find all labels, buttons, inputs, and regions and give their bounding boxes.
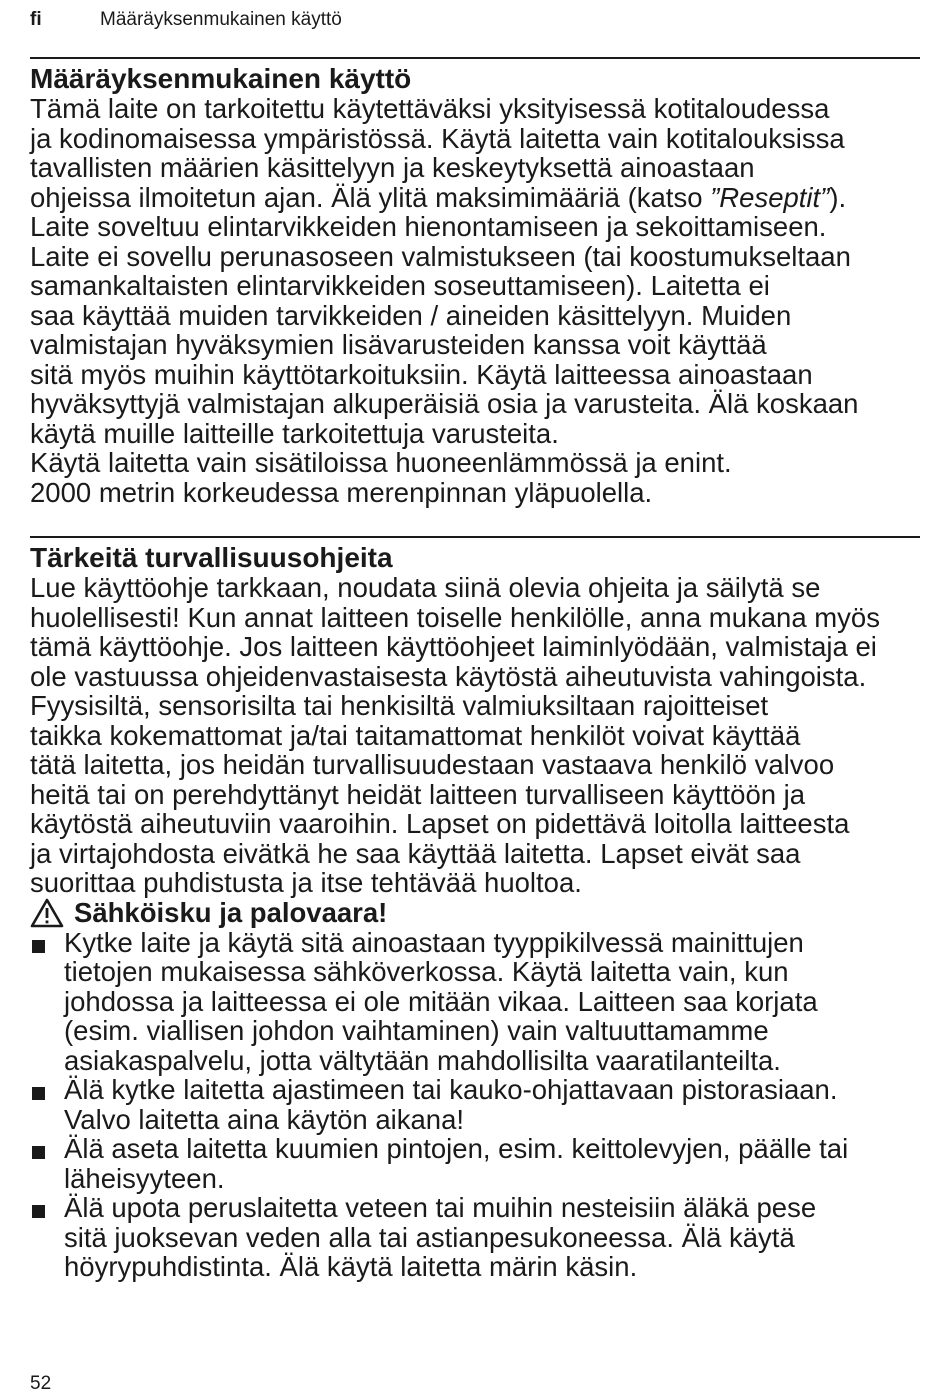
text-line: ja kodinomaisessa ympäristössä. Käytä laitetta vain kotitalouksissa (30, 122, 845, 154)
section-intended-use (30, 64, 925, 507)
text-line: Lue käyttöohje tarkkaan, noudata siinä olevia ohjeita ja säilytä se (30, 572, 821, 603)
list-item (30, 1075, 925, 1134)
text-line: heitä tai on perehdyttänyt heidät laitteen turvalliseen käyttöön ja (30, 778, 806, 810)
text-line: samankaltaisten elintarvikkeiden soseuttamiseen). Laitetta ei (30, 270, 770, 301)
section-divider-2 (30, 536, 920, 538)
text-line: suorittaa puhdistusta ja itse tehtävää huoltoa. (30, 867, 582, 898)
text-line: käytä muille laitteille tarkoitettuja varusteita. (30, 417, 559, 449)
running-header (30, 8, 342, 32)
text-line: Käytä laitetta vain sisätiloissa huoneenlämmössä ja enint. (30, 447, 732, 478)
text-line: tavallisten määrien käsittelyyn ja keskeytyksettä ainoastaan (30, 152, 755, 183)
text-line-with-reference (30, 183, 925, 213)
text-line: 2000 metrin korkeudessa merenpinnan yläpuolella. (30, 476, 653, 508)
text-line: Tämä laite on tarkoitettu käytettäväksi yksityisessä kotitaloudessa (30, 93, 830, 124)
bullet-square-icon (32, 1205, 45, 1218)
safety-bullet-list (30, 928, 925, 1282)
page-number: 52 (30, 1373, 52, 1394)
text-line: asiakaspalvelu, jotta vältytään mahdollisilta vaaratilanteilta. (64, 1044, 781, 1076)
text-line: Laite soveltuu elintarvikkeiden hienontamiseen ja sekoittamiseen. (30, 211, 827, 242)
text-line: käytöstä aiheutuviin vaaroihin. Lapset on pidettävä loitolla laitteesta (30, 808, 850, 839)
text-line: saa käyttää muiden tarvikkeiden / aineiden käsittelyyn. Muiden (30, 299, 792, 331)
bullet-square-icon (32, 1087, 45, 1100)
text-line: Kytke laite ja käytä sitä ainoastaan tyyppikilvessä mainittujen (64, 926, 804, 958)
list-item (30, 1134, 925, 1193)
running-header-title: Määräyksenmukainen käyttö (100, 9, 342, 30)
text-line: Laite ei sovellu perunasoseen valmistukseen (tai koostumukseltaan (30, 240, 851, 272)
text-line: johdossa ja laitteessa ei ole mitään vikaa. Laitteen saa korjata (64, 985, 818, 1017)
bullet-square-icon (32, 1146, 45, 1159)
text-line: sitä myös muihin käyttötarkoituksiin. Käytä laitteessa ainoastaan (30, 358, 813, 390)
section-divider-1 (30, 57, 920, 59)
text-line: ja virtajohdosta eivätkä he saa käyttää laitetta. Lapset eivät saa (30, 837, 801, 869)
section-heading-intended-use: Määräyksenmukainen käyttö (30, 63, 412, 94)
section-heading-safety: Tärkeitä turvallisuusohjeita (30, 542, 393, 573)
text-line: ohjeissa ilmoitetun ajan. Älä ylitä maksimimääriä (katso (30, 181, 711, 213)
language-code: fi (30, 9, 42, 30)
list-item (30, 928, 925, 1076)
text-line: tämä käyttöohje. Jos laitteen käyttöohjeet laiminlyödään, valmistaja ei (30, 631, 877, 662)
text-line: huolellisesti! Kun annat laitteen toiselle henkilölle, anna mukana myös (30, 601, 880, 633)
text-line: Älä kytke laitetta ajastimeen tai kauko-ohjattavaan pistorasiaan. (64, 1074, 838, 1105)
bullet-square-icon (32, 940, 45, 953)
text-line: höyrypuhdistinta. Älä käytä laitetta märin käsin. (64, 1251, 638, 1282)
list-item (30, 1193, 925, 1282)
text-line: valmistajan hyväksymien lisävarusteiden kanssa voit käyttää (30, 329, 767, 360)
text-line: tietojen mukaisessa sähköverkossa. Käytä laitetta vain, kun (64, 956, 789, 987)
safety-paragraph (30, 573, 925, 898)
warning-triangle-icon (30, 898, 64, 928)
text-line: Älä aseta laitetta kuumien pintojen, esim. keittolevyjen, päälle tai (64, 1133, 849, 1164)
recipes-reference: ”Reseptit” (710, 181, 830, 213)
text-line: Älä upota peruslaitetta veteen tai muihin nesteisiin äläkä pese (64, 1192, 817, 1223)
text-line: sitä juoksevan veden alla tai astianpesukoneessa. Älä käytä (64, 1221, 795, 1253)
text-line: tätä laitetta, jos heidän turvallisuudestaan vastaava henkilö valvoo (30, 749, 835, 780)
warning-heading (30, 898, 925, 928)
section-safety-instructions (30, 543, 925, 1282)
text-line: Valvo laitetta aina käytön aikana! (64, 1103, 465, 1135)
intended-use-paragraph (30, 94, 925, 507)
text-line-end: ). (829, 181, 847, 213)
warning-title: Sähköisku ja palovaara! (74, 896, 388, 928)
text-line: hyväksyttyjä valmistajan alkuperäisiä osia ja varusteita. Älä koskaan (30, 388, 859, 419)
text-line: läheisyyteen. (64, 1162, 225, 1194)
text-line: (esim. viallisen johdon vaihtaminen) vain valtuuttamamme (64, 1015, 769, 1046)
text-line: ole vastuussa ohjeidenvastaisesta käytöstä aiheutuvista vahingoista. (30, 660, 867, 692)
text-line: Fyysisiltä, sensorisilta tai henkisiltä valmiuksiltaan rajoitteiset (30, 690, 769, 721)
text-line: taikka kokemattomat ja/tai taitamattomat henkilöt voivat käyttää (30, 719, 801, 751)
